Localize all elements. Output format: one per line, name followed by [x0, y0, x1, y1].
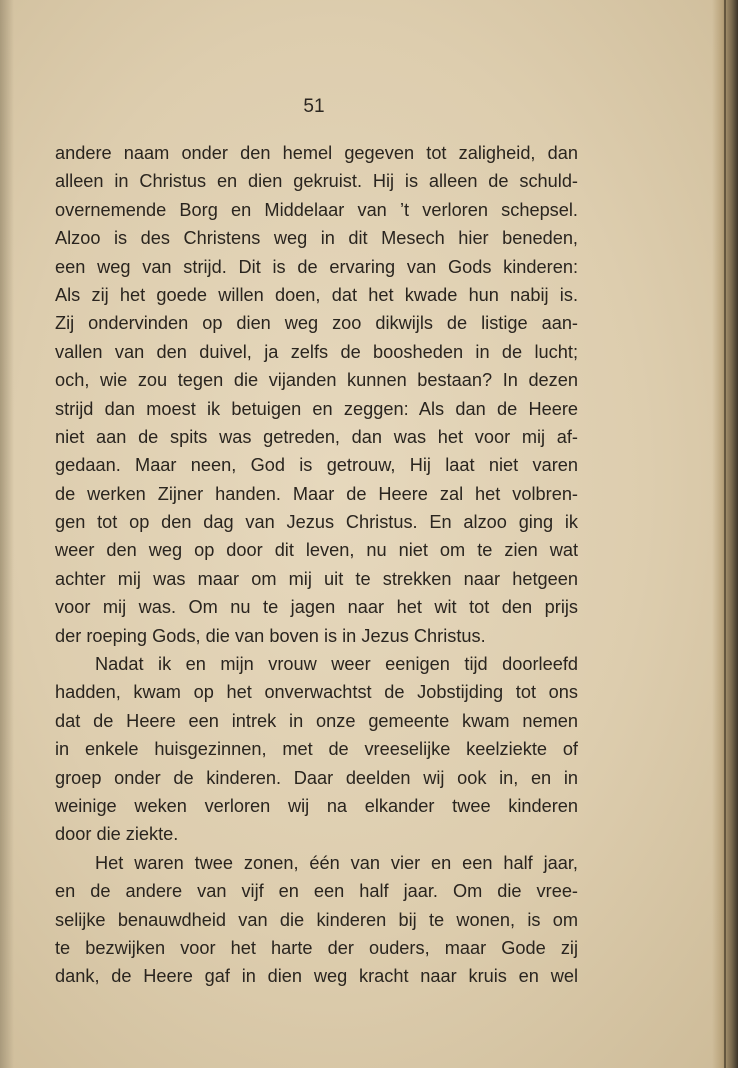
page-left-shadow [0, 0, 14, 1068]
text-line: een weg van strijd. Dit is de ervaring van Gods kinderen: [55, 256, 578, 277]
text-line: selijke benauwdheid van die kinderen bij te wonen, is om [55, 909, 578, 930]
text-line: weinige weken verloren wij na elkander twee kinderen [55, 795, 578, 816]
text-line: alleen in Christus en dien gekruist. Hij is alleen de schuld- [55, 171, 578, 192]
text-line: der roeping Gods, die van boven is in Jezus Christus. [55, 625, 486, 646]
text-line: in enkele huisgezinnen, met de vreeselijke keelziekte of [55, 739, 578, 760]
text-line: overnemende Borg en Middelaar van ’t verloren schepsel. [55, 199, 578, 220]
text-line: groep onder de kinderen. Daar deelden wij ook in, en in [55, 767, 578, 788]
text-line: gen tot op den dag van Jezus Christus. En alzoo ging ik [55, 512, 578, 533]
text-line: te bezwijken voor het harte der ouders, maar Gode zij [55, 937, 578, 958]
text-line: andere naam onder den hemel gegeven tot zaligheid, dan [55, 143, 578, 163]
spine-line [724, 0, 726, 1068]
text-line: vallen van den duivel, ja zelfs de boosheden in de lucht; [55, 341, 578, 362]
text-line: gedaan. Maar neen, God is getrouw, Hij laat niet varen [55, 455, 578, 476]
text-line: Nadat ik en mijn vrouw weer eenigen tijd doorleefd [95, 654, 578, 675]
text-line: weer den weg op door dit leven, nu niet om te zien wat [55, 540, 578, 561]
text-line: achter mij was maar om mij uit te strekken naar hetgeen [55, 568, 578, 589]
text-line: Alzoo is des Christens weg in dit Mesech hier beneden, [55, 228, 578, 249]
text-line: niet aan de spits was getreden, dan was het voor mij af- [55, 426, 578, 447]
text-line: hadden, kwam op het onverwachtst de Jobstijding tot ons [55, 682, 578, 703]
body-text [55, 139, 578, 991]
page-number: 51 [303, 96, 325, 117]
text-line: och, wie zou tegen die vijanden kunnen bestaan? In dezen [55, 370, 578, 391]
text-line: voor mij was. Om nu te jagen naar het wit tot den prijs [55, 597, 578, 618]
text-line: door die ziekte. [55, 824, 179, 845]
text-line: dank, de Heere gaf in dien weg kracht naar kruis en wel [55, 966, 578, 987]
text-line: Zij ondervinden op dien weg zoo dikwijls de listige aan- [55, 313, 578, 334]
text-line: Als zij het goede willen doen, dat het kwade hun nabij is. [55, 284, 578, 305]
text-line: strijd dan moest ik betuigen en zeggen: Als dan de Heere [55, 398, 578, 419]
text-line: dat de Heere een intrek in onze gemeente kwam nemen [55, 710, 578, 731]
text-line: en de andere van vijf en een half jaar. Om die vree- [55, 881, 578, 902]
text-line: Het waren twee zonen, één van vier en een half jaar, [95, 852, 578, 873]
text-line: de werken Zijner handen. Maar de Heere zal het volbren- [55, 483, 578, 504]
